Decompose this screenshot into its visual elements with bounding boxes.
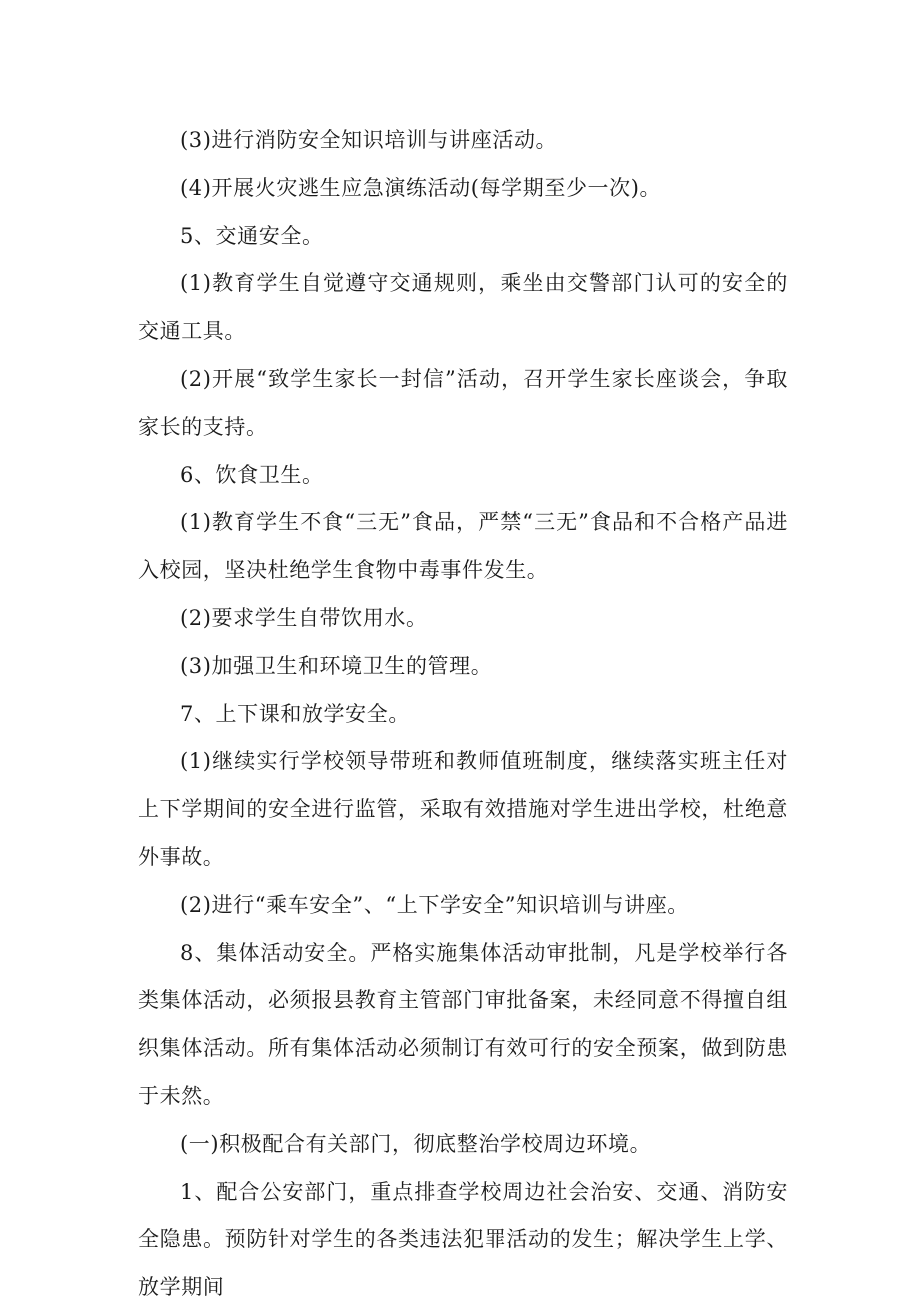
heading-surrounding-environment: (一)积极配合有关部门，彻底整治学校周边环境。	[180, 1131, 652, 1156]
paragraph-commute-training: (2)进行“乘车安全”、“上下学安全”知识培训与讲座。	[180, 892, 689, 917]
paragraph-duty-system: (1)继续实行学校领导带班和教师值班制度，继续落实班主任对上下学期间的安全进行监管，采取有效措施对学生进出学校，杜绝意外事故。	[138, 749, 788, 869]
paragraph-fire-training: (3)进行消防安全知识培训与讲座活动。	[180, 128, 558, 152]
heading-school-commute-safety: 7、上下课和放学安全。	[180, 701, 410, 726]
paragraph-parent-letter: (2)开展“致学生家长一封信”活动，召开学生家长座谈会，争取家长的支持。	[138, 366, 788, 439]
paragraph-traffic-rules: (1)教育学生自觉遵守交通规则，乘坐由交警部门认可的安全的交通工具。	[138, 271, 788, 344]
paragraph-group-activity-safety: 8、集体活动安全。严格实施集体活动审批制，凡是学校举行各类集体活动，必须报县教育主管部门审批备案，未经同意不得擅自组织集体活动。所有集体活动必须制订有效可行的安全预案，做到防患于未然。	[138, 940, 788, 1108]
document-body	[138, 117, 788, 1312]
heading-traffic-safety: 5、交通安全。	[180, 223, 324, 248]
paragraph-drinking-water: (2)要求学生自带饮用水。	[180, 605, 428, 630]
heading-food-hygiene: 6、饮食卫生。	[180, 462, 324, 487]
paragraph-police-cooperation: 1、配合公安部门，重点排查学校周边社会治安、交通、消防安全隐患。预防针对学生的各类违法犯罪活动的发生；解决学生上学、放学期间	[138, 1179, 788, 1300]
paragraph-environment-hygiene: (3)加强卫生和环境卫生的管理。	[180, 653, 493, 678]
paragraph-fire-drill: (4)开展火灾逃生应急演练活动(每学期至少一次)。	[180, 175, 662, 200]
paragraph-food-safety: (1)教育学生不食“三无”食品，严禁“三无”食品和不合格产品进入校园，坚决杜绝学生食物中毒事件发生。	[138, 510, 788, 583]
